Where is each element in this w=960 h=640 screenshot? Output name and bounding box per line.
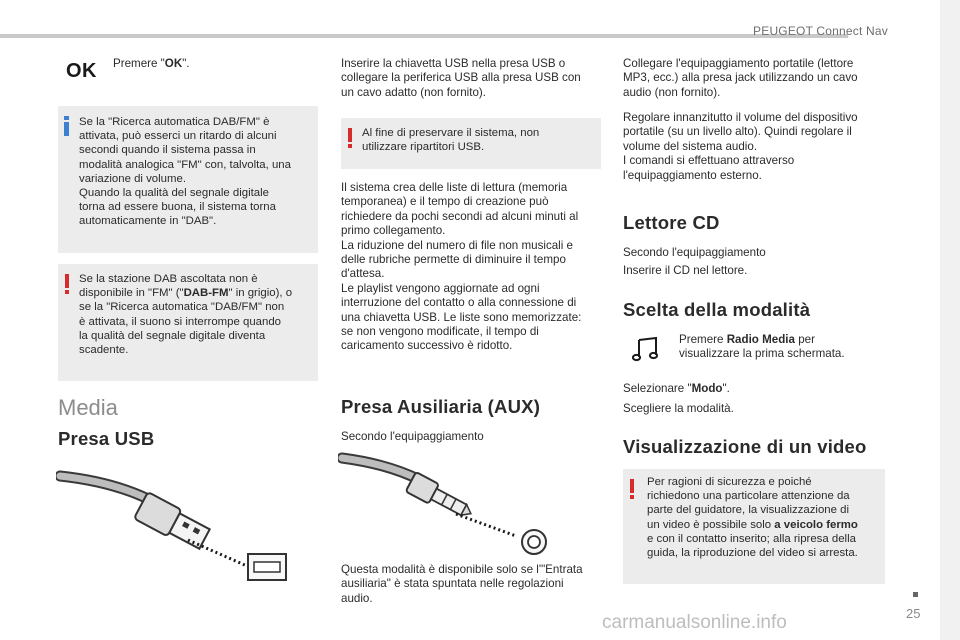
text-line: un cavo adatto (non fornito).: [341, 85, 487, 99]
warning-line: scadente.: [79, 344, 129, 357]
warning-box-video: [623, 469, 885, 584]
info-line: Quando la qualità del segnale digitale: [79, 187, 269, 200]
watermark: carmanualsonline.info: [602, 612, 787, 633]
heading-presa-aux: Presa Ausiliaria (AUX): [341, 396, 541, 417]
heading-lettore-cd: Lettore CD: [623, 212, 720, 233]
music-note-icon: [632, 336, 660, 362]
text-line: interruzione del contatto o alla connessione di: [341, 296, 577, 310]
text-line: Inserire la chiavetta USB nella presa USB o: [341, 57, 566, 70]
warning-line: Se la stazione DAB ascoltata non è: [79, 273, 258, 285]
text-line: audio.: [341, 591, 373, 605]
choose-mode-instruction: Scegliere la modalità.: [623, 402, 734, 415]
info-icon: [64, 116, 69, 136]
text-line: ausiliaria" è stata spuntata nelle regolazioni: [341, 577, 564, 591]
info-line: modalità analogica "FM" con, talvolta, una: [79, 158, 291, 171]
warning-box-dab: [58, 264, 318, 381]
warning-line: se la "Ricerca automatica "DAB/FM" non: [79, 301, 285, 314]
select-mode-instruction: Selezionare "Modo".: [623, 382, 730, 395]
usb-plug-and-port-illustration: [56, 462, 296, 588]
info-line: variazione di volume.: [79, 172, 186, 185]
text-line: se non vengono modificate, il tempo di: [341, 325, 539, 339]
text-line: richiedere da pochi secondi ad alcuni minuti al: [341, 209, 579, 223]
info-line: Se la "Ricerca automatica DAB/FM" è: [79, 116, 270, 128]
warning-line: la qualità del segnale digitale diventa: [79, 329, 266, 342]
connect-text: [623, 57, 858, 100]
warning-line: parte del guidatore, la visualizzazione di: [647, 504, 849, 517]
text-line: Regolare innanzitutto il volume del dispositivo: [623, 111, 858, 124]
section-title-media: Media: [58, 395, 118, 420]
warning-line: Al fine di preservare il sistema, non: [362, 127, 540, 139]
text-line: caricamento successivo è ridotto.: [341, 339, 513, 353]
page-number: 25: [906, 606, 921, 621]
cd-equipment-note: Secondo l'equipaggiamento: [623, 246, 766, 259]
text-line: audio (non fornito).: [623, 85, 721, 99]
warning-icon: [348, 128, 352, 148]
info-line: torna ad essere buona, il sistema torna: [79, 201, 276, 214]
text-line: Il sistema crea delle liste di lettura (memoria: [341, 181, 568, 194]
header-rule: [0, 34, 848, 38]
text-line: MP3, ecc.) alla presa jack utilizzando un cavo: [623, 71, 858, 85]
warning-icon: [65, 274, 69, 294]
text-line: portatile (su un livello alto). Quindi regolare il: [623, 125, 852, 139]
jack-plug-and-socket-illustration: [338, 450, 560, 558]
text-line: Collegare l'equipaggiamento portatile (lettore: [623, 57, 854, 70]
heading-scelta-modalita: Scelta della modalità: [623, 299, 811, 320]
info-line: secondi quando il sistema passa in: [79, 144, 256, 157]
info-line: attivata, può esserci un ritardo di alcuni: [79, 130, 277, 143]
cd-insert-instruction: Inserire il CD nel lettore.: [623, 264, 748, 277]
header-brand: PEUGEOT Connect Nav: [753, 24, 888, 38]
text-line: volume del sistema audio.: [623, 139, 758, 153]
heading-presa-usb: Presa USB: [58, 428, 155, 449]
warning-box-usb: [341, 118, 601, 169]
aux-equipment-note: Secondo l'equipaggiamento: [341, 430, 484, 443]
aux-note: [341, 563, 583, 606]
volume-text: [623, 111, 858, 183]
info-line: automaticamente in "DAB".: [79, 215, 217, 228]
page-marker-square: [913, 592, 918, 597]
ok-button-icon: OK: [66, 60, 97, 82]
text-line: l'equipaggiamento esterno.: [623, 168, 762, 182]
warning-line: guida, la riproduzione del video si arresta.: [647, 547, 858, 560]
usb-intro: [341, 57, 581, 100]
page-edge-band: [940, 0, 960, 640]
text-line: d'attesa.: [341, 267, 385, 281]
warning-line: disponibile in "FM" ("DAB-FM" in grigio), o: [79, 287, 293, 300]
playlist-text: [341, 181, 581, 354]
text-line: primo collegamento.: [341, 224, 446, 238]
warning-line: utilizzare ripartitori USB.: [362, 141, 485, 154]
text-line: Questa modalità è disponibile solo se l'"Entrata: [341, 563, 583, 576]
text-line: una chiavetta USB. Le liste sono memorizzate:: [341, 310, 582, 324]
heading-video: Visualizzazione di un video: [623, 436, 867, 457]
text-line: I comandi si effettuano attraverso: [623, 154, 795, 168]
warning-line: richiedono una particolare attenzione da: [647, 490, 850, 503]
warning-line: è attivata, il suono si interrompe quando: [79, 315, 281, 328]
text-line: temporanea) e il tempo di creazione può: [341, 195, 549, 209]
text-line: delle rubriche permette di diminuire il tempo: [341, 253, 566, 267]
text-line: Premere Radio Media per: [679, 333, 815, 346]
text-line: visualizzare la prima schermata.: [679, 347, 845, 361]
warning-icon: [630, 479, 634, 499]
info-box-dab: [58, 106, 318, 253]
text-line: Le playlist vengono aggiornate ad ogni: [341, 281, 540, 295]
warning-line: Per ragioni di sicurezza e poiché: [647, 476, 812, 488]
ok-instruction: Premere "OK".: [113, 57, 190, 70]
text-line: collegare la periferica USB alla presa USB con: [341, 71, 581, 85]
text-line: La riduzione del numero di file non musicali e: [341, 238, 574, 252]
warning-line: e con il contatto inserito; alla ripresa della: [647, 532, 856, 545]
warning-line: un video è possibile solo a veicolo fermo: [647, 518, 858, 531]
mode-instruction: [679, 333, 845, 362]
